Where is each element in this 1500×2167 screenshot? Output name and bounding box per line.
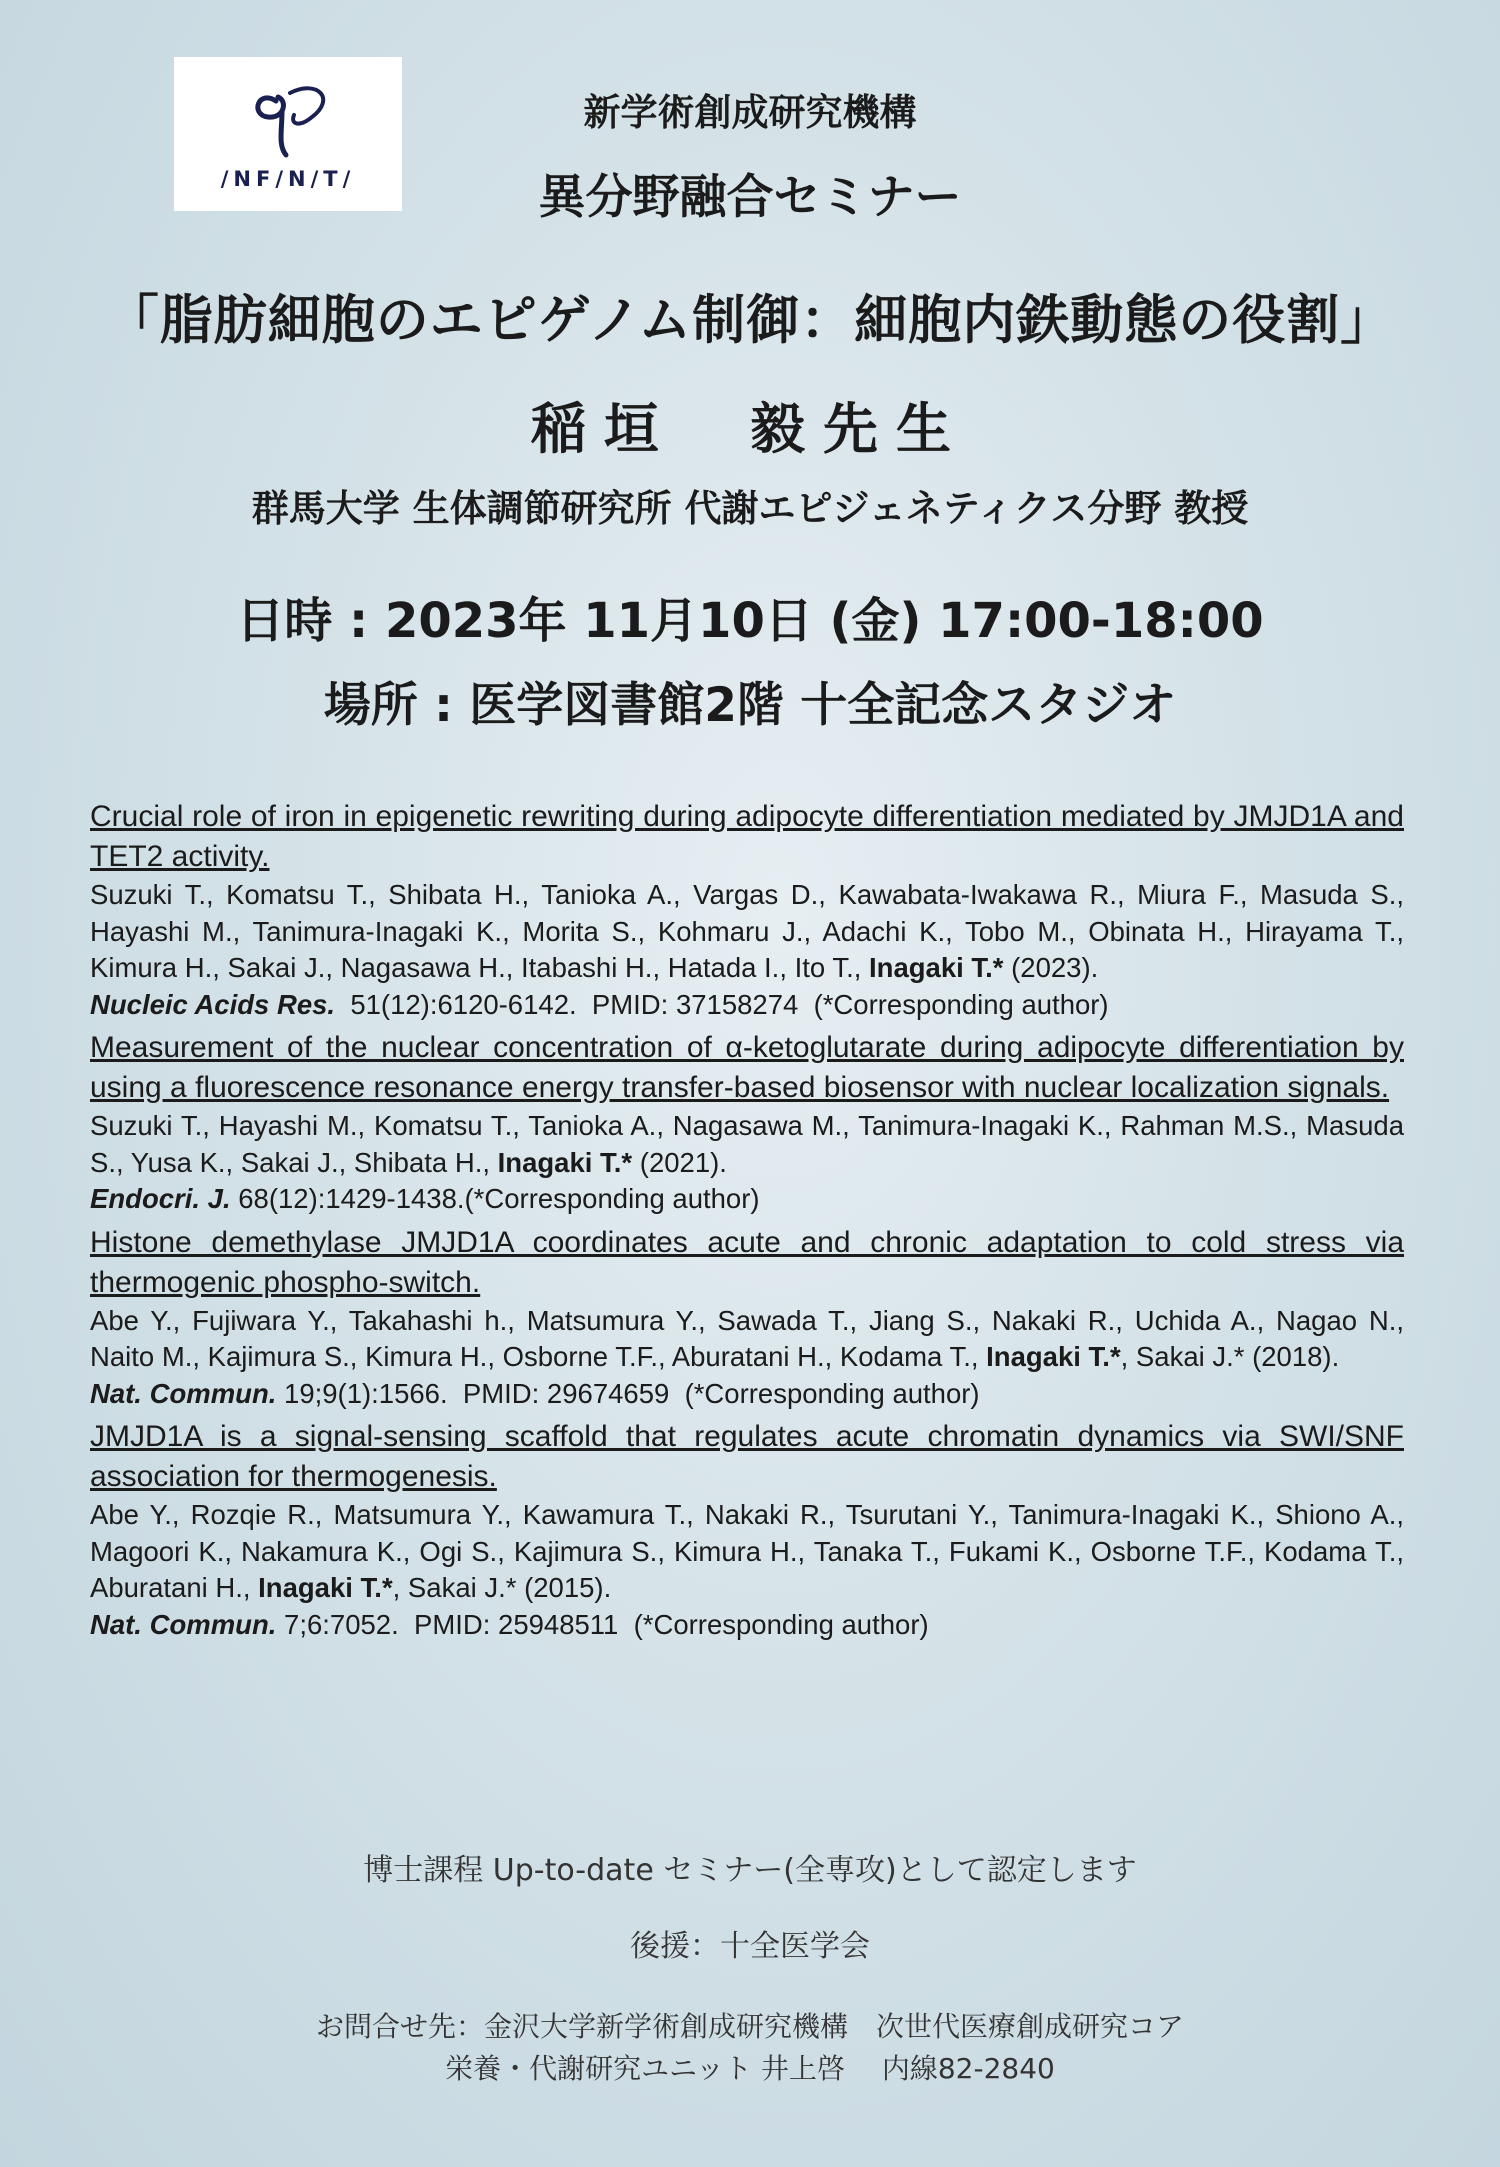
talk-title: 「脂肪細胞のエピゲノム制御：細胞内鉄動態の役割」 bbox=[105, 290, 1395, 351]
publication-item bbox=[90, 1223, 1404, 1413]
publication-citation: Nat. Commun. 7;6:7052. PMID: 25948511 (*Corresponding author) bbox=[90, 1608, 929, 1640]
journal-name: Nat. Commun. bbox=[90, 1608, 277, 1640]
publication-citation: Nat. Commun. 19;9(1):1566. PMID: 29674659 (*Corresponding author) bbox=[90, 1377, 980, 1409]
highlighted-author: Inagaki T.* bbox=[258, 1572, 393, 1603]
publication-authors: Suzuki T., Komatsu T., Shibata H., Tanioka A., Vargas D., Kawabata-Iwakawa R., Miura F., Masuda S., Hayashi M., Tanimura-Inagaki K., Morita S., Kohmaru J., Adachi K., Tobo M., Obinata H., Hirayama T., Kimura H., Sakai J., Nagasawa H., Itabashi H., Hatada I., Ito T., Inagaki T.* (2023). bbox=[90, 879, 1404, 983]
journal-name: Nucleic Acids Res. bbox=[90, 988, 336, 1020]
speaker-name: 稲垣 毅先生 bbox=[530, 397, 969, 461]
highlighted-author: Inagaki T.* bbox=[497, 1146, 633, 1178]
publication-title: Crucial role of iron in epigenetic rewriting during adipocyte differentiation mediated by JMJD1A and TET2 activity. bbox=[90, 800, 1404, 873]
publication-citation: Endocri. J. 68(12):1429-1438.(*Corresponding author) bbox=[90, 1183, 760, 1214]
journal-name: Nat. Commun. bbox=[90, 1377, 277, 1409]
publication-authors: Suzuki T., Hayashi M., Komatsu T., Tanioka A., Nagasawa M., Tanimura-Inagaki K., Rahman M.S., Masuda S., Yusa K., Sakai J., Shibata H., Inagaki T.* (2021). bbox=[90, 1110, 1404, 1178]
publication-list bbox=[90, 797, 1404, 1648]
event-datetime: 日時 : 2023年 11月10日 (金) 17:00-18:00 bbox=[236, 593, 1264, 649]
publication-citation: Nucleic Acids Res. 51(12):6120-6142. PMID: 37158274 (*Corresponding author) bbox=[90, 988, 1109, 1020]
contact-line-1: お問合せ先：金沢大学新学術創成研究機構 次世代医療創成研究コア bbox=[315, 2010, 1184, 2043]
publication-title: JMJD1A is a signal-sensing scaffold that regulates acute chromatin dynamics via SWI/SNF association for thermogenesis. bbox=[90, 1420, 1404, 1493]
publication-authors: Abe Y., Rozqie R., Matsumura Y., Kawamura T., Nakaki R., Tsurutani Y., Tanimura-Inagaki K., Shiono A., Magoori K., Nakamura K., Ogi S., Kajimura S., Kimura H., Tanaka T., Fukami K., Osborne T.F., Kodama T., Aburatani H., Inagaki T.*, Sakai J.* (2015). bbox=[90, 1499, 1404, 1603]
publication-title: Measurement of the nuclear concentration of α-ketoglutarate during adipocyte differentiation by using a fluorescence resonance energy transfer-based biosensor with nuclear localization signals. bbox=[90, 1031, 1404, 1104]
logo-text: /NF/N/T/ bbox=[220, 167, 356, 191]
sponsor-note: 後援：十全医学会 bbox=[630, 1929, 870, 1964]
organization-name: 新学術創成研究機構 bbox=[583, 91, 917, 134]
seminar-name: 異分野融合セミナー bbox=[538, 170, 962, 225]
publication-authors: Abe Y., Fujiwara Y., Takahashi h., Matsumura Y., Sawada T., Jiang S., Nakaki R., Uchida A., Nagao N., Naito M., Kajimura S., Kimura H., Osborne T.F., Aburatani H., Kodama T., Inagaki T.*, Sakai J.* (2018). bbox=[90, 1304, 1404, 1372]
publication-title: Histone demethylase JMJD1A coordinates acute and chronic adaptation to cold stress via thermogenic phospho-switch. bbox=[90, 1225, 1404, 1299]
publication-item bbox=[90, 1417, 1404, 1643]
journal-name: Endocri. J. bbox=[90, 1183, 231, 1214]
highlighted-author: Inagaki T.* bbox=[869, 952, 1004, 983]
event-venue: 場所 : 医学図書館2階 十全記念スタジオ bbox=[323, 678, 1177, 733]
publication-item bbox=[90, 797, 1404, 1023]
highlighted-author: Inagaki T.* bbox=[986, 1341, 1121, 1372]
publication-item bbox=[90, 1028, 1404, 1218]
speaker-affiliation: 群馬大学 生体調節研究所 代謝エピジェネティクス分野 教授 bbox=[251, 487, 1249, 530]
certification-note: 博士課程 Up-to-date セミナー(全専攻)として認定します bbox=[363, 1853, 1137, 1888]
contact-line-2: 栄養・代謝研究ユニット 井上啓 内線82-2840 bbox=[445, 2052, 1055, 2085]
